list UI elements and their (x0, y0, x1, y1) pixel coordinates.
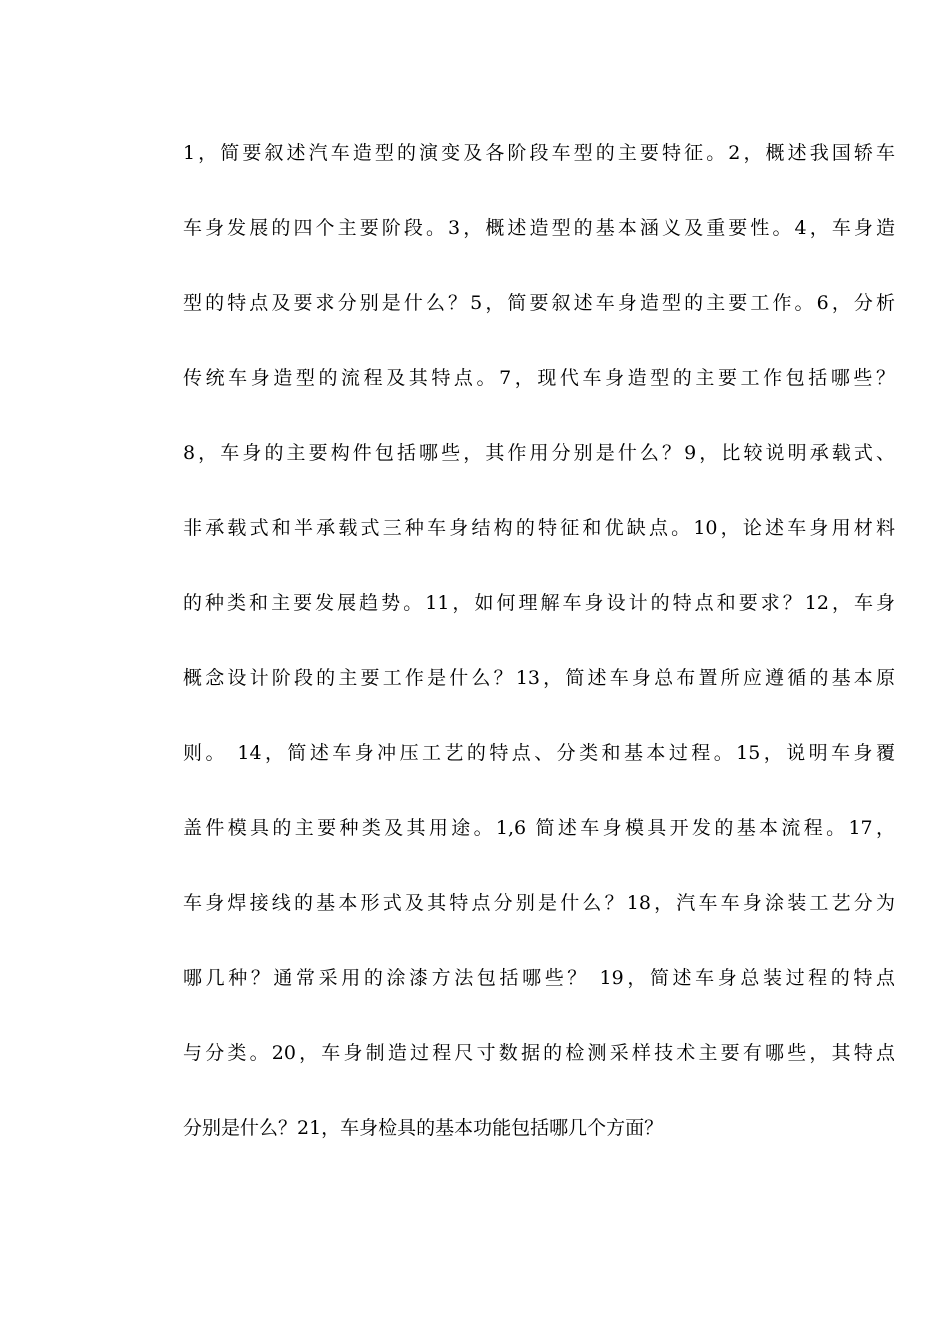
text-line-1: 1，简要叙述汽车造型的演变及各阶段车型的主要特征。2，概述我国轿车 (183, 142, 895, 164)
text-line-8: 概念设计阶段的主要工作是什么？13，简述车身总布置所应遵循的基本原 (183, 667, 895, 689)
text-line-12: 哪几种？通常采用的涂漆方法包括哪些？ 19，简述车身总装过程的特点 (183, 967, 895, 989)
text-line-14: 分别是什么？21，车身检具的基本功能包括哪几个方面？ (183, 1117, 664, 1139)
text-line-9: 则。 14，简述车身冲压工艺的特点、分类和基本过程。15，说明车身覆 (183, 742, 895, 764)
text-line-10: 盖件模具的主要种类及其用途。1,6 简述车身模具开发的基本流程。17， (183, 817, 895, 839)
text-line-11: 车身焊接线的基本形式及其特点分别是什么？18，汽车车身涂装工艺分为 (183, 892, 895, 914)
text-line-5: 8，车身的主要构件包括哪些，其作用分别是什么？9，比较说明承载式、 (183, 442, 895, 464)
text-line-2: 车身发展的四个主要阶段。3，概述造型的基本涵义及重要性。4，车身造 (183, 217, 895, 239)
text-line-6: 非承载式和半承载式三种车身结构的特征和优缺点。10，论述车身用材料 (183, 517, 895, 539)
text-line-7: 的种类和主要发展趋势。11，如何理解车身设计的特点和要求？12，车身 (183, 592, 895, 614)
text-line-13: 与分类。20，车身制造过程尺寸数据的检测采样技术主要有哪些，其特点 (183, 1042, 895, 1064)
question-paragraph (183, 134, 895, 1184)
text-line-4: 传统车身造型的流程及其特点。7，现代车身造型的主要工作包括哪些？ (183, 367, 895, 389)
text-line-3: 型的特点及要求分别是什么？5，简要叙述车身造型的主要工作。6，分析 (183, 292, 895, 314)
